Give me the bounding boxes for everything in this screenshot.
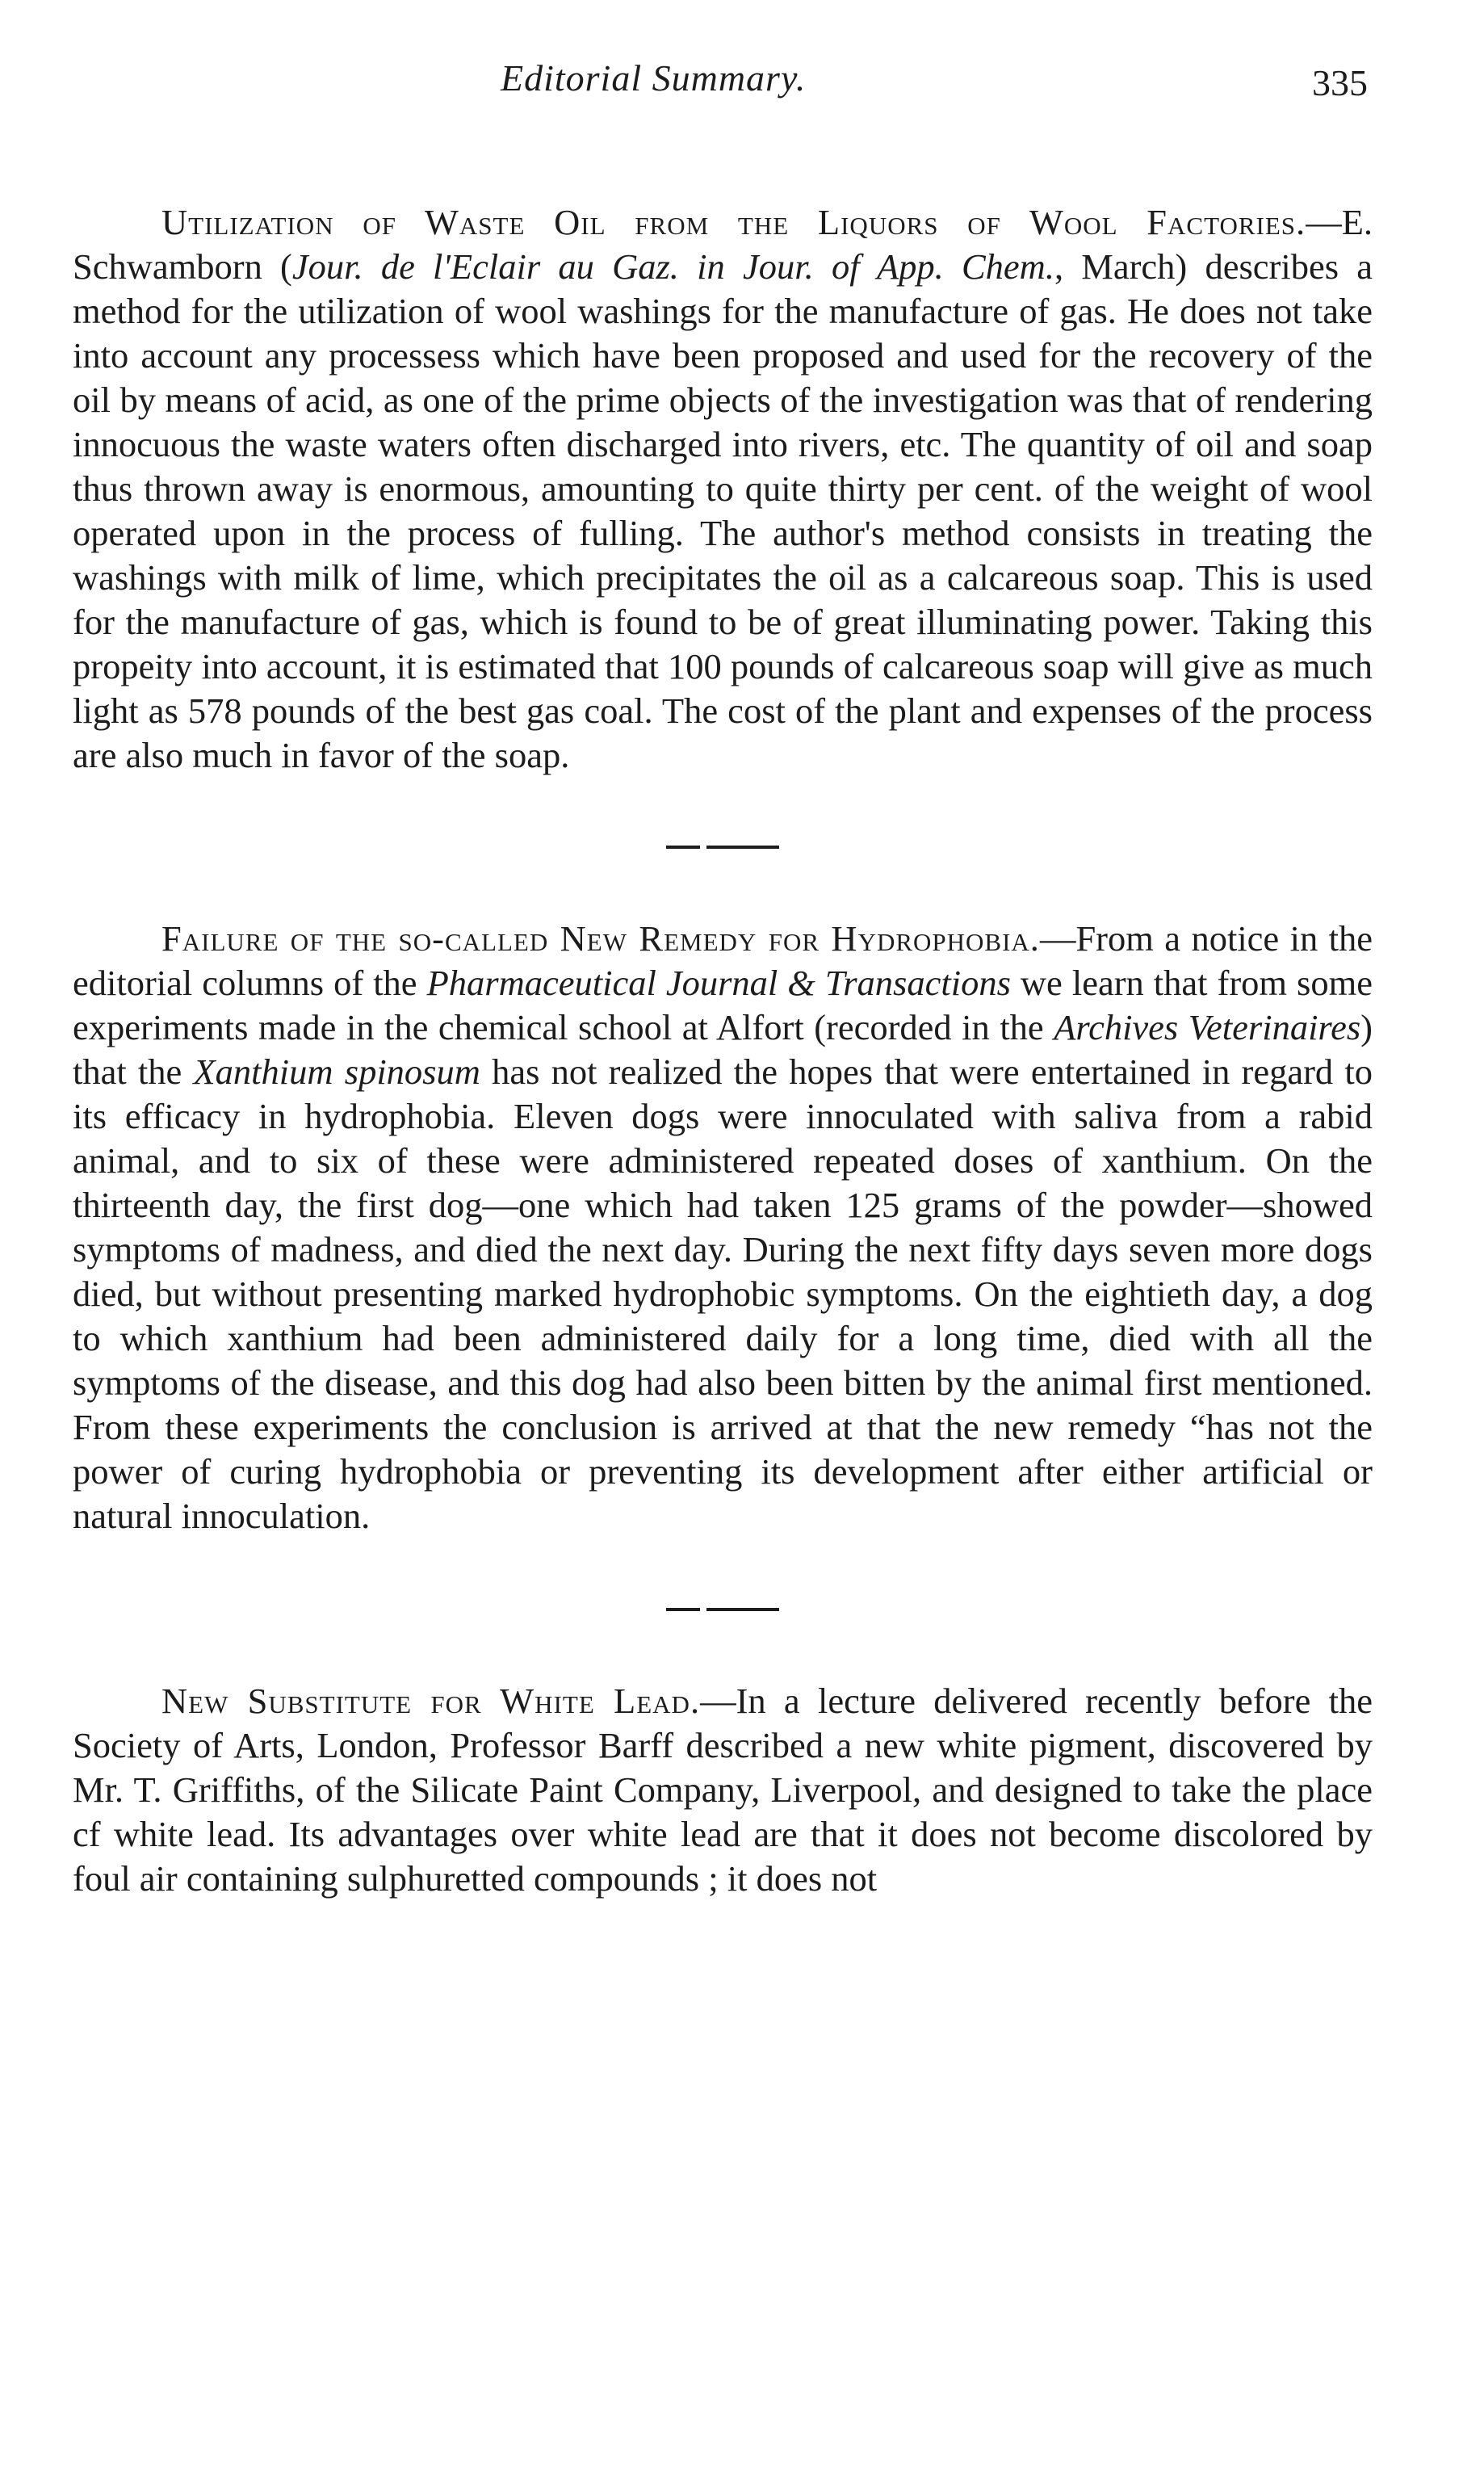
citation-journal: Pharmaceutical Journal & Transactions [426,963,1011,1003]
article-text: —From a notice in the editorial columns of the [73,918,1373,1003]
species-name: Xanthium spinosum [193,1051,480,1092]
page [73,57,1373,1901]
section-divider [73,1608,1373,1611]
page-number: 335 [1312,62,1368,103]
article-waste-oil [73,200,1373,778]
article-text: has not realized the hopes that were entertained in regard to its efficacy in hydrophobia. Eleven dogs were innoculated with saliva from a rabid animal, and to six of these were administered repeated doses of xanthium. On the thirteenth day, the first dog—one which had taken 125 grams of the powder—showed symptoms of madness, and died the next day. During the next fifty days seven more dogs died, but without presenting marked hydrophobic symptoms. On the eightieth day, a dog to which xanthium had been administered daily for a long time, died with all the symptoms of the disease, and this dog had also been bitten by the animal first mentioned. From these experiments the conclusion is arrived at that the new remedy “has not the power of curing hydrophobia or preventing its development after either artificial or natural innoculation. [73,1051,1373,1536]
article-white-lead [73,1679,1373,1901]
article-heading: New Substitute for White Lead. [161,1681,701,1721]
article-text: we learn that from some experiments made in the chemical school at Alfort (recorded in the [73,963,1373,1047]
article-text: —In a lecture delivered recently before the Society of Arts, London, Professor Barff described a new white pigment, discovered by Mr. T. Griffiths, of the Silicate Paint Company, Liverpool, and designed to take the place cf white lead. Its advantages over white lead are that it does not become discolored by foul air containing sulphuretted compounds ; it does not [73,1681,1373,1899]
running-head [73,57,1373,121]
article-text: ) that the [73,1007,1373,1092]
article-text: —E. Schwamborn ( [73,202,1373,287]
citation-journal: Jour. de l'Eclair au Gaz. in Jour. of App. Chem. [291,246,1054,287]
article-heading: Failure of the so-called New Remedy for Hydrophobia. [161,918,1040,959]
article-paragraph [73,1679,1373,1901]
section-divider [73,846,1373,849]
article-text: , March) describes a method for the utilization of wool washings for the manufacture of gas. He does not take into account any processess which have been proposed and used for the recovery of the oil by means of acid, as one of the prime objects of the investigation was that of rendering innocuous the waste waters often discharged into rivers, etc. The quantity of oil and soap thus thrown away is enormous, amounting to quite thirty per cent. of the weight of wool operated upon in the process of fulling. The author's method consists in treating the washings with milk of lime, which precipitates the oil as a calcareous soap. This is used for the manufacture of gas, which is found to be of great illuminating power. Taking this propeity into account, it is estimated that 100 pounds of calcareous soap will give as much light as 578 pounds of the best gas coal. The cost of the plant and expenses of the process are also much in favor of the soap. [73,246,1373,775]
running-title: Editorial Summary. [501,57,807,99]
article-hydrophobia [73,917,1373,1538]
citation-archives: Archives Veterinaires [1054,1007,1361,1047]
article-heading: Utilization of Waste Oil from the Liquors of Wool Factories. [161,202,1306,242]
article-paragraph [73,200,1373,778]
article-paragraph [73,917,1373,1538]
